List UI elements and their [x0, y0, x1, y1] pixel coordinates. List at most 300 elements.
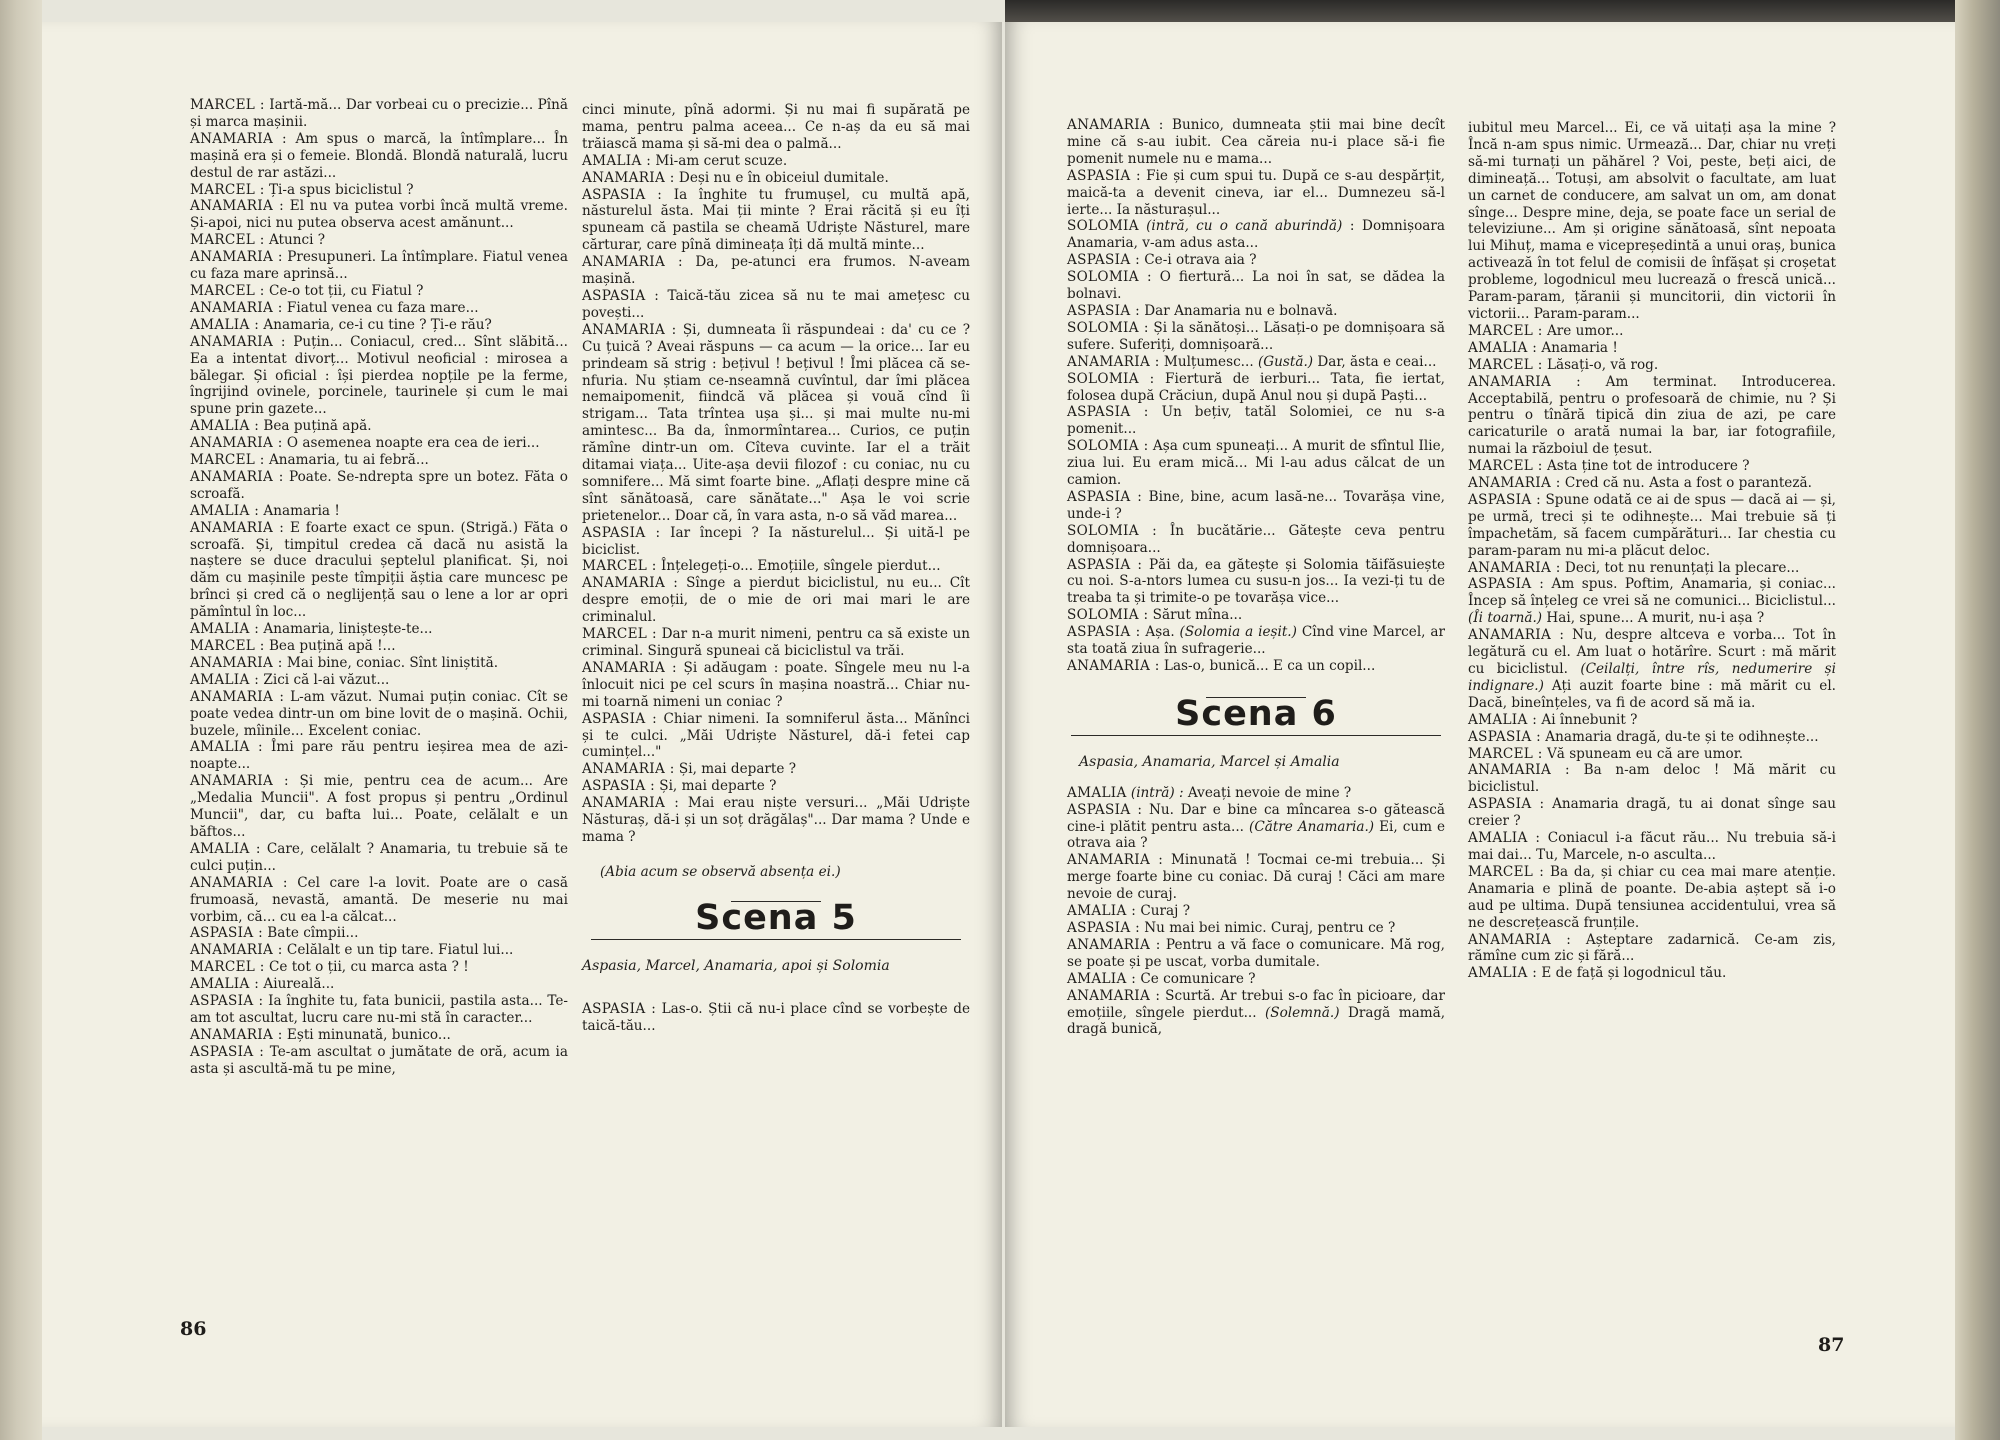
speaker-name: ANAMARIA :	[190, 333, 286, 350]
dialogue-line	[1067, 303, 1445, 320]
line-text: Pentru a vă face o comunicare. Mă rog, se poate și pe uscat, vorba dumitale.	[1067, 936, 1446, 970]
dialogue-line	[190, 875, 568, 926]
line-text: Mulțumesc...	[1159, 353, 1254, 370]
speaker-name: ANAMARIA :	[190, 874, 288, 891]
dialogue-line	[190, 1027, 568, 1044]
page-number-left: 86	[180, 1318, 207, 1340]
dialogue-line	[1468, 796, 1836, 830]
dialogue-line	[1468, 492, 1836, 560]
scene-5-stage-direction: (Abia acum se observă absența ei.)	[600, 863, 841, 880]
dialogue-line	[1468, 340, 1836, 357]
speaker-name: ANAMARIA :	[1468, 475, 1561, 492]
scene-6-title: Scena 6	[1175, 693, 1337, 734]
dialogue-line	[582, 187, 970, 255]
speaker-name: ANAMARIA :	[1468, 627, 1565, 644]
dialogue-line	[1067, 624, 1445, 658]
dialogue-line	[190, 283, 568, 300]
speaker-name: ANAMARIA :	[1067, 852, 1164, 869]
line-text: Vă spuneam eu că are umor.	[1542, 745, 1744, 762]
speaker-name: SOLOMIA :	[1067, 438, 1149, 455]
book-page-edges	[1955, 0, 2000, 1440]
speaker-name: MARCEL :	[1468, 745, 1543, 762]
speaker-name: ANAMARIA :	[582, 169, 675, 186]
line-text: Bea puțină apă !...	[264, 638, 396, 654]
line-text: Am terminat. Introducerea. Acceptabilă, pentru o profesoară de chimie, nu ? Și pentru o tînără tipică din ziua de azi, pe care caricaturile o arată numai la bar, iar fotografiile, numai la războiul de țesut.	[1468, 373, 1836, 458]
line-text: Nu. Dar e bine ca mîncarea s-o gătească cine-i plătit pentru asta...	[1067, 801, 1445, 835]
speaker-name: ASPASIA :	[1067, 624, 1141, 641]
line-text: L-am văzut. Numai puțin coniac. Cît se poate vedea dintr-un om bine lovit de o mașină. Ochii, buzele, mîinile... Excelent coniac.	[190, 688, 568, 739]
speaker-name: MARCEL :	[190, 97, 265, 113]
dialogue-line	[1067, 404, 1445, 438]
dialogue-line	[190, 452, 568, 469]
speaker-name: ANAMARIA :	[1067, 117, 1164, 133]
speaker-name: ANAMARIA :	[190, 468, 284, 485]
scene-6-dialogue	[1067, 785, 1445, 1039]
line-text: E foarte exact ce spun. (Strigă.) Făta o scroafă. Și, timpitul credea că dacă nu asistă la naștere se duce dracului șeptelul planificat. Și, noi dăm cu mașinile peste tîmpiții ăștia care muncesc pe brînci și cred că o neglijență sau o lene a lor ar opri pămîntul în loc...	[190, 519, 568, 621]
speaker-name: AMALIA :	[190, 976, 260, 993]
dialogue-line	[1468, 357, 1836, 374]
dialogue-line	[190, 97, 568, 131]
dialogue-line	[1468, 458, 1836, 475]
dialogue-line	[1468, 475, 1836, 492]
line-text: Ia înghite tu, fata bunicii, pastila asta... Te-am tot ascultat, lucru care nu-mi stă în caracter...	[190, 993, 568, 1026]
speaker-name: ANAMARIA :	[582, 761, 675, 778]
speaker-name: ANAMARIA :	[1468, 931, 1572, 948]
speaker-name: MARCEL :	[190, 452, 265, 469]
line-text: Domnișoara Anamaria, v-am adus asta...	[1067, 218, 1445, 252]
line-text: Deși nu e în obiceiul dumitale.	[674, 169, 889, 186]
line-text: Ba n-am deloc ! Mă mărit cu biciclistul.	[1468, 762, 1836, 796]
speaker-name: AMALIA	[1067, 784, 1127, 801]
dialogue-line	[1067, 218, 1445, 252]
dialogue-line: ASPASIA : Las-o. Știi că nu-i place cînd se vorbește de taică-tău...	[582, 1000, 970, 1034]
line-text: Bea puțină apă.	[259, 418, 372, 435]
dialogue-line	[190, 672, 568, 689]
speaker-name: ASPASIA :	[190, 993, 264, 1010]
dialogue-line	[190, 418, 568, 435]
line-text: Dar Anamaria nu e bolnavă.	[1139, 302, 1338, 319]
scene-6-cast: Aspasia, Anamaria, Marcel și Amalia	[1079, 753, 1340, 770]
dialogue-line	[582, 660, 970, 711]
speaker-name: ASPASIA :	[1067, 919, 1140, 936]
line-text: Iar începi ? Ia năsturelul... Și uită-l pe biciclist.	[582, 524, 971, 558]
dialogue-line	[582, 102, 970, 153]
line-text: Puțin... Coniacul, cred... Sînt slăbită... Ea a intentat divorț... Motivul neoficial : mirosea a bălegar. Și oficial : își pierdea nopțile pe la ferme, îngrijind ovinele, porcinele, taurinele și cum le mai spune prin gazete...	[190, 333, 568, 418]
dialogue-line	[1067, 920, 1445, 937]
line-text: Anamaria, tu ai febră...	[264, 452, 429, 469]
dialogue-line	[190, 638, 568, 655]
speaker-name: ANAMARIA :	[190, 130, 287, 147]
line-text: Lăsați-o, vă rog.	[1542, 356, 1659, 373]
dialogue-line	[190, 925, 568, 942]
dialogue-line	[1067, 557, 1445, 608]
line-text: Celălalt e un tip tare. Fiatul lui...	[282, 942, 514, 959]
dialogue-line	[190, 976, 568, 993]
speaker-name: MARCEL :	[1468, 863, 1545, 880]
speaker-name: ANAMARIA :	[1067, 353, 1160, 370]
speaker-name: MARCEL :	[582, 626, 657, 643]
stage-direction: (Gustă.)	[1253, 353, 1314, 370]
dialogue-line	[190, 469, 568, 503]
stage-direction: (intră) :	[1126, 784, 1184, 801]
stage-direction: (Către Anamaria.)	[1244, 818, 1375, 835]
dialogue-line	[1067, 937, 1445, 971]
line-text: Înțelegeți-o... Emoțiile, sîngele pierdut...	[656, 558, 941, 575]
line-text: Da, pe-atunci era frumos. N-aveam mașină.	[582, 254, 970, 288]
line-text: Așteptare zadarnică. Ce-am zis, rămîne cum zic și fără...	[1468, 931, 1836, 965]
line-text: Anamaria dragă, tu ai donat sînge sau creier ?	[1468, 796, 1837, 830]
dialogue-line	[190, 959, 568, 976]
speaker-name: AMALIA :	[1468, 830, 1541, 847]
dialogue-line	[1468, 120, 1836, 323]
dialogue-line	[582, 558, 970, 575]
speaker-name: ANAMARIA :	[1468, 559, 1561, 576]
dialogue-line	[582, 626, 970, 660]
speaker-name: ANAMARIA :	[190, 299, 283, 316]
line-text: Aiureală...	[259, 976, 335, 993]
line-text: Chiar nimeni. Ia somniferul ăsta... Mănînci și te culci. „Măi Udriște Năsturel, dă-i fetei cap cumințel..."	[582, 710, 970, 761]
dialogue-line	[190, 689, 568, 740]
speaker-name: ASPASIA :	[582, 778, 655, 795]
column-3-dialogue	[1067, 117, 1445, 675]
speaker-name: SOLOMIA :	[1067, 269, 1152, 286]
speaker-name: SOLOMIA :	[1067, 607, 1149, 624]
speaker-name: ANAMARIA :	[1468, 373, 1581, 390]
right-page-column-1	[1067, 117, 1445, 1038]
line-text: E de față și logodnicul tău.	[1537, 965, 1727, 982]
dialogue-line	[1468, 830, 1836, 864]
line-text: Las-o, bunică... E ca un copil...	[1159, 658, 1376, 674]
dialogue-line	[1067, 371, 1445, 405]
dialogue-line	[190, 249, 568, 283]
line-text: Păi da, ea gătește și Solomia tăifăsuiește cu noi. S-a-ntors lumea cu susu-n jos... Ia vezi-ți tu de treaba ta și trimite-o pe tovarășa vice...	[1067, 556, 1445, 607]
speaker-name: ASPASIA :	[1468, 491, 1542, 508]
dialogue-line	[1468, 932, 1836, 966]
speaker-name: ANAMARIA :	[582, 254, 683, 271]
dialogue-line	[1067, 117, 1445, 168]
right-page-column-2	[1468, 120, 1836, 982]
speaker-name: ASPASIA :	[1067, 302, 1140, 319]
dialogue-line	[1067, 607, 1445, 624]
line-text: Și mie, pentru cea de acum... Are „Medalia Muncii". A fost propus și pentru „Ordinul Muncii", dar, cu bafta lui... Poate, celălalt e un băftos...	[190, 773, 568, 840]
dialogue-line	[582, 153, 970, 170]
line-text: În bucătărie... Gătește ceva pentru domnișoara...	[1067, 522, 1445, 556]
dialogue-line	[1468, 762, 1836, 796]
dialogue-line	[1067, 438, 1445, 489]
speaker-name: ANAMARIA :	[190, 435, 283, 452]
line-text: Ce comunicare ?	[1136, 970, 1256, 987]
dialogue-line	[190, 435, 568, 452]
speaker-name: ASPASIA :	[1468, 796, 1545, 813]
line-text: Îmi pare rău pentru ieșirea mea de azi-noapte...	[190, 739, 568, 773]
dialogue-line	[1067, 489, 1445, 523]
dialogue-line	[1067, 971, 1445, 988]
dialogue-line	[190, 942, 568, 959]
line-text: Anamaria !	[259, 502, 340, 519]
line-text: Mai bine, coniac. Sînt liniștită.	[282, 654, 499, 671]
dialogue-line	[1468, 712, 1836, 729]
line-text: Presupuneri. La întîmplare. Fiatul venea cu faza mare aprinsă...	[190, 249, 568, 283]
line-text: Ce tot o ții, cu marca asta ? !	[264, 959, 469, 976]
dialogue-line	[1468, 576, 1836, 627]
speaker-name: MARCEL :	[1468, 356, 1543, 373]
speaker-name: ASPASIA :	[582, 287, 660, 304]
dialogue-line	[190, 131, 568, 182]
speaker-name: AMALIA :	[190, 418, 260, 435]
dialogue-line	[190, 334, 568, 419]
dialogue-line	[190, 773, 568, 841]
speaker-name: ANAMARIA :	[190, 942, 283, 959]
line-text: Bate cîmpii...	[262, 925, 359, 942]
dialogue-line	[1067, 168, 1445, 219]
dialogue-line	[582, 288, 970, 322]
line-text: Și adăugam : poate. Sîngele meu nu l-a înlocuit nici pe cel scurs în mașina noastră... Chiar nu-mi toarnă nimeni un coniac ?	[582, 659, 970, 710]
left-page-column-2	[582, 102, 970, 1034]
line-text: Poate. Se-ndrepta spre un botez. Făta o scroafă.	[190, 468, 568, 502]
line-text: Am spus o marcă, la întîmplare... În mașină era și o femeie. Blondă. Blondă naturală, lucru destul de rar astăzi...	[190, 130, 568, 181]
line-text: Așa cum spuneați... A murit de sfîntul Ilie, ziua lui. Eu eram mică... Mi l-au adus călcat de un camion.	[1067, 438, 1445, 489]
dialogue-line	[190, 993, 568, 1027]
speaker-name: AMALIA :	[190, 502, 260, 519]
dialogue-line	[190, 1044, 568, 1078]
line-text: Care, celălalt ? Anamaria, tu trebuie să te culci puțin...	[190, 840, 569, 874]
line-text: Atunci ?	[264, 232, 326, 249]
speaker-name: ANAMARIA :	[582, 575, 679, 592]
line-text-cont: Dar, ăsta e ceai...	[1313, 353, 1437, 370]
speaker-name: AMALIA :	[1468, 339, 1538, 356]
stage-direction: (Ceilalți, între rîs, nedumerire și indignare.)	[1468, 661, 1836, 694]
speaker-name: SOLOMIA :	[1067, 319, 1149, 336]
dialogue-line	[190, 182, 568, 199]
line-text: Minunată ! Tocmai ce-mi trebuia... Și merge foarte bine cu coniac. Dă curaj ! Căci am mare nevoie de curaj.	[1067, 852, 1445, 903]
left-page-column-1	[190, 97, 568, 1078]
line-text: Sînge a pierdut biciclistul, nu eu... Cît despre emoții, de o mie de ori mai mari le are criminalul.	[582, 575, 970, 626]
line-text: Ba da, și chiar cu cea mai mare atenție. Anamaria e plină de poante. De-abia aștept să i-o aud pe ultima. După tensiunea accidentului, vrea să ne descrețească frunțile.	[1468, 863, 1837, 931]
line-text: Spune odată ce ai de spus — dacă ai — și, pe urmă, treci și te odihnește... Mai trebuie să ți împachetăm, să facem cumpărături... Iar chestia cu param-param nu mi-a plăcut deloc.	[1468, 491, 1836, 559]
line-text: O fiertură... La noi în sat, se dădea la bolnavi.	[1067, 269, 1445, 303]
speaker-name: ASPASIA :	[1468, 728, 1541, 745]
line-text: Te-am ascultat o jumătate de oră, acum ia asta și ascultă-mă tu pe mine,	[190, 1043, 568, 1077]
dialogue-line	[1468, 746, 1836, 763]
line-text: cinci minute, pînă adormi. Și nu mai fi supărată pe mama, pentru palma aceea... Ce n-aș da eu să mai trăiască mama și să-mi dea o palmă...	[582, 102, 970, 152]
speaker-name: ASPASIA :	[1067, 167, 1141, 184]
line-text-cont: Ei, cum e otrava aia ?	[1067, 818, 1446, 852]
dialogue-line	[582, 254, 970, 288]
line-text: Zici că l-ai văzut...	[259, 671, 390, 688]
dialogue-line	[1067, 252, 1445, 269]
line-text: Fiatul venea cu faza mare...	[282, 299, 479, 316]
scan-top-edge	[1005, 0, 1955, 24]
dialogue-line	[1468, 627, 1836, 712]
speaker-name: MARCEL :	[190, 638, 265, 654]
speaker-name: SOLOMIA :	[1067, 522, 1157, 539]
dialogue-line	[582, 778, 970, 795]
line-text: Și la sănătoși... Lăsați-o pe domnișoara să sufere. Suferiți, domnișoară...	[1067, 319, 1445, 353]
dialogue-line	[1468, 965, 1836, 982]
dialogue-line	[1067, 903, 1445, 920]
speaker-name: MARCEL :	[190, 181, 265, 198]
stage-direction: (Îi toarnă.)	[1468, 610, 1543, 627]
dialogue-line	[1067, 852, 1445, 903]
dialogue-line	[582, 322, 970, 525]
dialogue-line	[1468, 729, 1836, 746]
speaker-name: ANAMARIA :	[582, 321, 677, 338]
speaker-name: ASPASIA :	[582, 710, 658, 727]
speaker-name: ANAMARIA :	[190, 688, 285, 705]
dialogue-line	[1468, 560, 1836, 577]
speaker-name: ASPASIA :	[1067, 488, 1143, 505]
line-text: Așa.	[1140, 624, 1175, 641]
line-text: Deci, tot nu renunțați la plecare...	[1560, 559, 1800, 576]
speaker-name: ANAMARIA :	[1067, 936, 1161, 953]
line-text: Are umor...	[1542, 322, 1624, 339]
scene-5-cast: Aspasia, Marcel, Anamaria, apoi și Solomia	[582, 957, 890, 974]
line-text: Cred că nu. Asta a fost o paranteză.	[1560, 475, 1812, 492]
speaker-name: ASPASIA :	[1067, 556, 1143, 573]
dialogue-line	[1468, 374, 1836, 459]
speaker-name: AMALIA :	[190, 840, 261, 857]
speaker-name: MARCEL :	[582, 558, 657, 575]
speaker-name: AMALIA :	[1067, 970, 1137, 987]
line-text: Asta ține tot de introducere ?	[1542, 458, 1750, 475]
line-text: Cel care l-a lovit. Poate are o casă frumoasă, nevastă, amantă. De meserie nu mai vorbim, că... cu ea l-a călcat...	[190, 874, 568, 925]
speaker-name: MARCEL :	[1468, 322, 1543, 339]
speaker-name: AMALIA :	[1468, 965, 1538, 982]
speaker-name: ANAMARIA :	[190, 249, 283, 266]
line-text: Taică-tău zicea să nu te mai amețesc cu povești...	[582, 287, 970, 321]
speaker-name: MARCEL :	[190, 282, 265, 299]
line-text: Anamaria !	[1537, 339, 1618, 356]
line-text: Am spus. Poftim, Anamaria, și coniac... Încep să înțeleg ce vrei să ne comunici... Biciclistul...	[1468, 576, 1836, 610]
line-text: Ai înnebunit ?	[1537, 711, 1638, 728]
page-number-right: 87	[1818, 1334, 1845, 1356]
speaker-name: ANAMARIA :	[190, 1026, 283, 1043]
line-text: Ce-o tot ții, cu Fiatul ?	[264, 282, 424, 299]
speaker-colon: :	[1342, 218, 1355, 235]
speaker-name: ASPASIA :	[190, 925, 263, 942]
line-text: Ce-i otrava aia ?	[1139, 252, 1257, 269]
dialogue-line	[1468, 323, 1836, 340]
line-text: Iartă-mă... Dar vorbeai cu o precizie... Pînă și marca mașinii.	[190, 97, 569, 130]
dialogue-line	[1067, 658, 1445, 675]
dialogue-line	[1468, 864, 1836, 932]
speaker-name: AMALIA :	[190, 316, 260, 333]
column-2-dialogue	[582, 102, 970, 846]
dialogue-line	[1067, 802, 1445, 853]
line-text: Fiertură de ierburi... Tata, fie iertat, folosea după Crăciun, după Anul nou și după Paști...	[1067, 370, 1445, 404]
line-text: Anamaria, ce-i cu tine ? Ți-e rău?	[259, 316, 492, 333]
speaker-name: AMALIA :	[1067, 903, 1137, 920]
speaker-name: AMALIA :	[582, 152, 652, 169]
line-text: Dar n-a murit nimeni, pentru ca să existe un criminal. Singură spuneai că biciclistul va trăi.	[582, 626, 971, 659]
speaker-name: ASPASIA :	[582, 524, 661, 541]
stage-direction: (Solomia a ieșit.)	[1174, 624, 1297, 641]
line-text: Și, mai departe ?	[674, 761, 797, 778]
dialogue-line	[582, 795, 970, 846]
dialogue-line	[190, 300, 568, 317]
line-text: Și, mai departe ?	[654, 778, 777, 795]
speaker-name: ANAMARIA :	[190, 198, 285, 215]
line-text: Anamaria, liniștește-te...	[259, 621, 433, 638]
dialogue-line	[1067, 785, 1445, 802]
dialogue-line	[190, 841, 568, 875]
scene-5-dialogue	[582, 1001, 970, 1035]
dialogue-line	[190, 503, 568, 520]
line-text: Bunico, dumneata știi mai bine decît mine că s-au iubit. Cea căreia nu-i place să-i fie pomenit numele nu e mama...	[1067, 117, 1445, 167]
line-text: Mi-am cerut scuze.	[651, 152, 788, 169]
speaker-name: AMALIA :	[1468, 711, 1538, 728]
scene-5-title: Scena 5	[695, 897, 857, 938]
dialogue-line	[1067, 988, 1445, 1039]
speaker-name: ASPASIA :	[190, 1043, 265, 1060]
speaker-name: AMALIA :	[190, 739, 263, 756]
speaker-name: ASPASIA :	[1468, 576, 1545, 593]
dialogue-line	[582, 761, 970, 778]
speaker-name: ANAMARIA :	[582, 795, 680, 812]
dialogue-line	[190, 520, 568, 621]
line-text-cont: Dragă mamă, dragă bunică,	[1067, 1004, 1446, 1038]
dialogue-line	[190, 317, 568, 334]
line-text: Scurtă. Ar trebui s-o fac în picioare, dar emoțiile, sîngele pierdut...	[1067, 987, 1445, 1021]
line-text: iubitul meu Marcel... Ei, ce vă uitați așa la mine ? Încă n-am spus nimic. Urmează... Dar, chiar nu vreți să-mi turnați un păhărel ? Voi, peste, beți aici, de dimineață... Totuși, am absolvit o facultate, am luat un carnet de conducere, am salvat un om, am donat sînge... Despre mine, deja, se poate face un serial de televiziune... Am și origine sănătoasă, sînt nepoata lui Mihuț, mama e vicepreședintă a unui oraș, bunica activează în tot felul de comisii de înfășat și croșetat probleme, logodnicul meu lucrează o frescă unică... Param-param, țăranii și muncitorii, din victorii în victorii... Param-param...	[1468, 120, 1837, 322]
dialogue-line	[582, 575, 970, 626]
line-text: Anamaria dragă, du-te și te odihnește...	[1540, 728, 1819, 745]
speaker-name: MARCEL :	[190, 959, 265, 976]
dialogue-line	[1067, 269, 1445, 303]
dialogue-line	[1067, 354, 1445, 371]
dialogue-line	[190, 739, 568, 773]
stage-direction: (Solemnă.)	[1256, 1004, 1340, 1021]
dialogue-line	[190, 655, 568, 672]
scene-6-bottom-rule	[1071, 735, 1441, 736]
line-text: Bine, bine, acum lasă-ne... Tovarășa vine, unde-i ?	[1067, 488, 1445, 522]
line-text: Sărut mîna...	[1148, 607, 1243, 624]
speaker-name: ANAMARIA :	[1067, 987, 1161, 1004]
speaker-name: ASPASIA :	[1067, 404, 1149, 421]
speaker-name: AMALIA :	[190, 621, 260, 638]
dialogue-line	[1067, 320, 1445, 354]
speaker-name: SOLOMIA :	[1067, 370, 1155, 387]
line-text: Aveați nevoie de mine ?	[1183, 784, 1352, 801]
line-text: Ia înghite tu frumușel, cu multă apă, năsturelul ăsta. Mai ții minte ? Erai răcită și eu îți spuneam că pastila se cheamă Udriște Năsturel, mare cărturar, care pînă dimineața îți dă multă minte...	[582, 186, 970, 254]
scene-5-bottom-rule	[591, 939, 961, 940]
speaker-name: ANAMARIA :	[1067, 658, 1160, 674]
speaker-name: ANAMARIA :	[1468, 762, 1570, 779]
line-text: Ți-a spus biciclistul ?	[264, 181, 414, 198]
speaker-name: MARCEL :	[190, 232, 265, 249]
line-text: Un bețiv, tatăl Solomiei, ce nu s-a pomenit...	[1067, 404, 1445, 438]
line-text: Mai erau niște versuri... „Măi Udriște Năsturaș, dă-i și un soț drăgălaș"... Dar mama ? Unde e mama ?	[582, 795, 971, 845]
line-text-cont: Hai, spune... A murit, nu-i așa ?	[1542, 610, 1765, 627]
speaker-name: ANAMARIA :	[582, 659, 677, 676]
dialogue-line	[582, 711, 970, 762]
line-text: Nu mai bei nimic. Curaj, pentru ce ?	[1139, 919, 1396, 936]
line-text: Fie și cum spui tu. După ce s-au despărțit, maică-ta a devenit cineva, iar el... Dumnezeu să-l ierte... Ia năsturașul...	[1067, 167, 1445, 218]
speaker-name: AMALIA :	[190, 671, 260, 688]
line-text-cont: Cînd vine Marcel, ar sta toată ziua în sufragerie...	[1067, 624, 1446, 658]
dialogue-line	[190, 232, 568, 249]
dialogue-line	[190, 198, 568, 232]
book-binding	[0, 0, 42, 1440]
line-text: Coniacul i-a făcut rău... Nu trebuia să-i mai dai... Tu, Marcele, n-o asculta...	[1468, 830, 1836, 863]
speaker-name: ANAMARIA :	[190, 773, 289, 790]
dialogue-line	[582, 170, 970, 187]
speaker-name: ANAMARIA :	[190, 519, 285, 536]
line-text: Nu, despre altceva e vorba... Tot în legătură cu el. Am luat o hotărîre. Scurt : mă mărit cu biciclistul.	[1468, 627, 1836, 677]
line-text: O asemenea noapte era cea de ieri...	[282, 435, 540, 452]
speaker-name: ASPASIA :	[1067, 252, 1140, 269]
speaker-name: ASPASIA :	[582, 186, 663, 203]
